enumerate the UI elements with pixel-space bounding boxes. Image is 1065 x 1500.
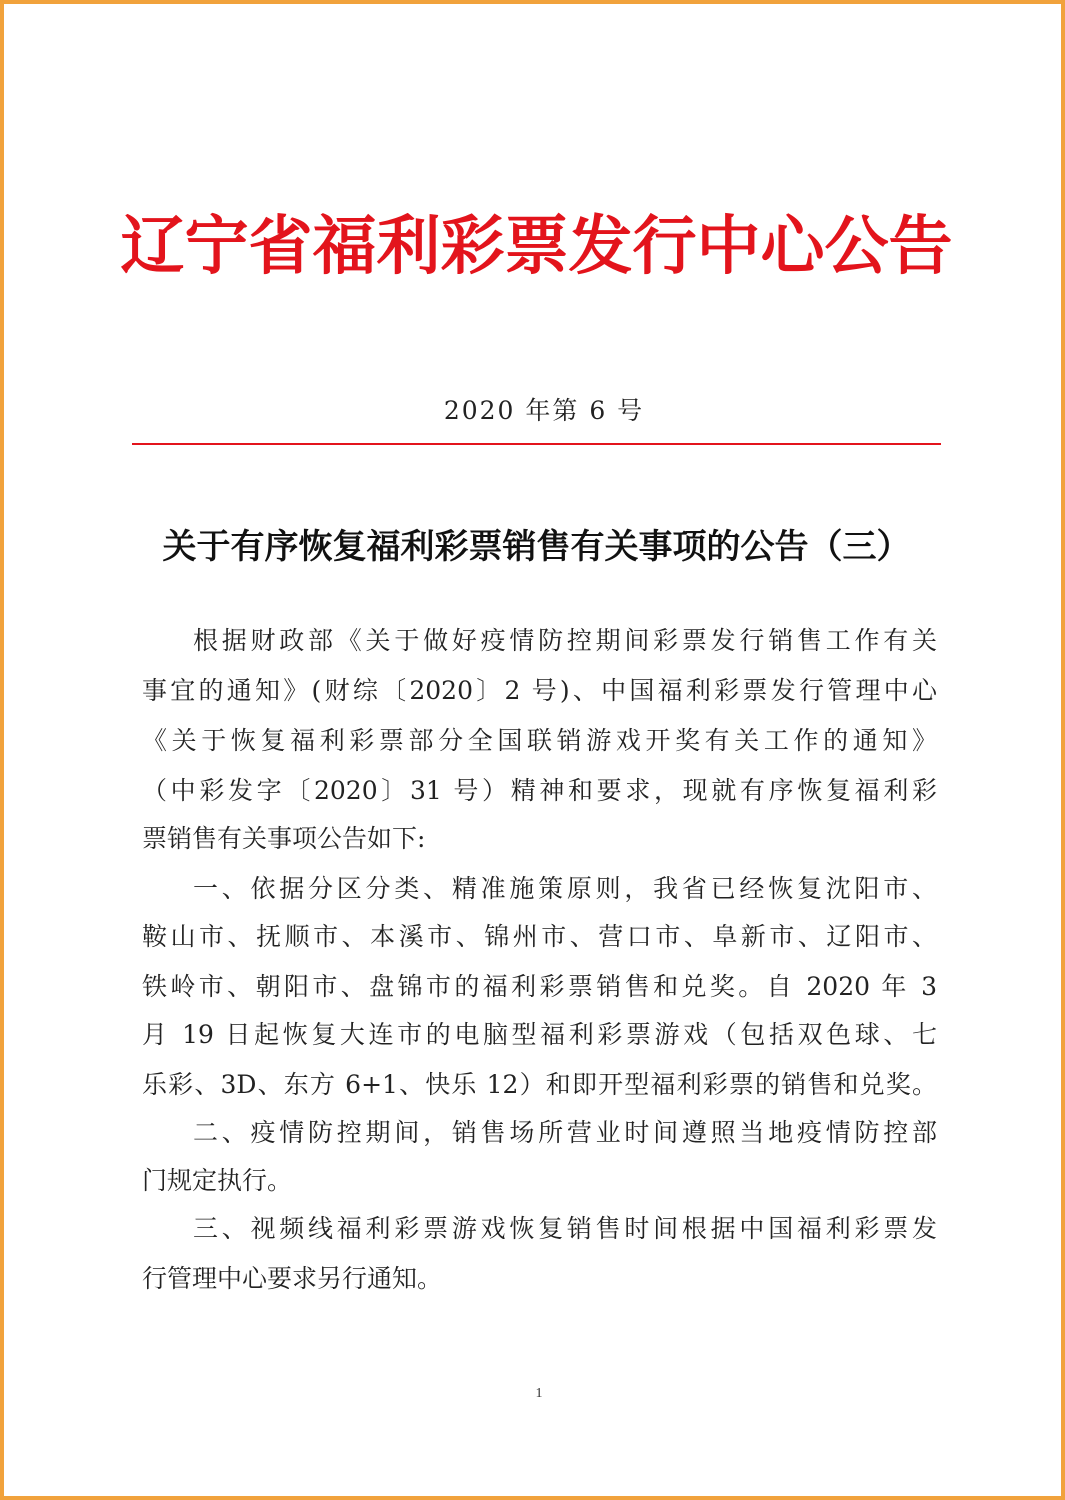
- notice-title: 关于有序恢复福利彩票销售有关事项的公告（三）: [162, 527, 911, 567]
- red-divider: [132, 443, 941, 445]
- body-line: 铁岭市、朝阳市、盘锦市的福利彩票销售和兑奖。自 2020 年 3: [142, 972, 937, 1001]
- body-line: 《关于恢复福利彩票部分全国联销游戏开奖有关工作的通知》: [142, 726, 937, 755]
- body-line: （中彩发字〔2020〕31 号）精神和要求，现就有序恢复福利彩: [142, 776, 937, 805]
- body-line: 一、依据分区分类、精准施策原则，我省已经恢复沈阳市、: [193, 874, 937, 903]
- body-line: 事宜的通知》(财综〔2020〕2 号)、中国福利彩票发行管理中心: [142, 676, 937, 705]
- document-number: 2020 年第 6 号: [443, 396, 645, 425]
- body-line: 行管理中心要求另行通知。: [142, 1264, 443, 1293]
- body-line: 乐彩、3D、东方 6+1、快乐 12）和即开型福利彩票的销售和兑奖。: [142, 1070, 937, 1099]
- document-header-title: 辽宁省福利彩票发行中心公告: [120, 209, 953, 284]
- body-line: 根据财政部《关于做好疫情防控期间彩票发行销售工作有关: [193, 626, 937, 655]
- body-line: 门规定执行。: [142, 1166, 293, 1195]
- page-number: 1: [535, 1386, 543, 1401]
- body-line: 票销售有关事项公告如下:: [142, 824, 426, 853]
- body-line: 三、视频线福利彩票游戏恢复销售时间根据中国福利彩票发: [193, 1214, 937, 1243]
- body-line: 二、疫情防控期间，销售场所营业时间遵照当地疫情防控部: [193, 1118, 937, 1147]
- body-line: 月 19 日起恢复大连市的电脑型福利彩票游戏（包括双色球、七: [142, 1020, 937, 1049]
- body-line: 鞍山市、抚顺市、本溪市、锦州市、营口市、阜新市、辽阳市、: [142, 922, 937, 951]
